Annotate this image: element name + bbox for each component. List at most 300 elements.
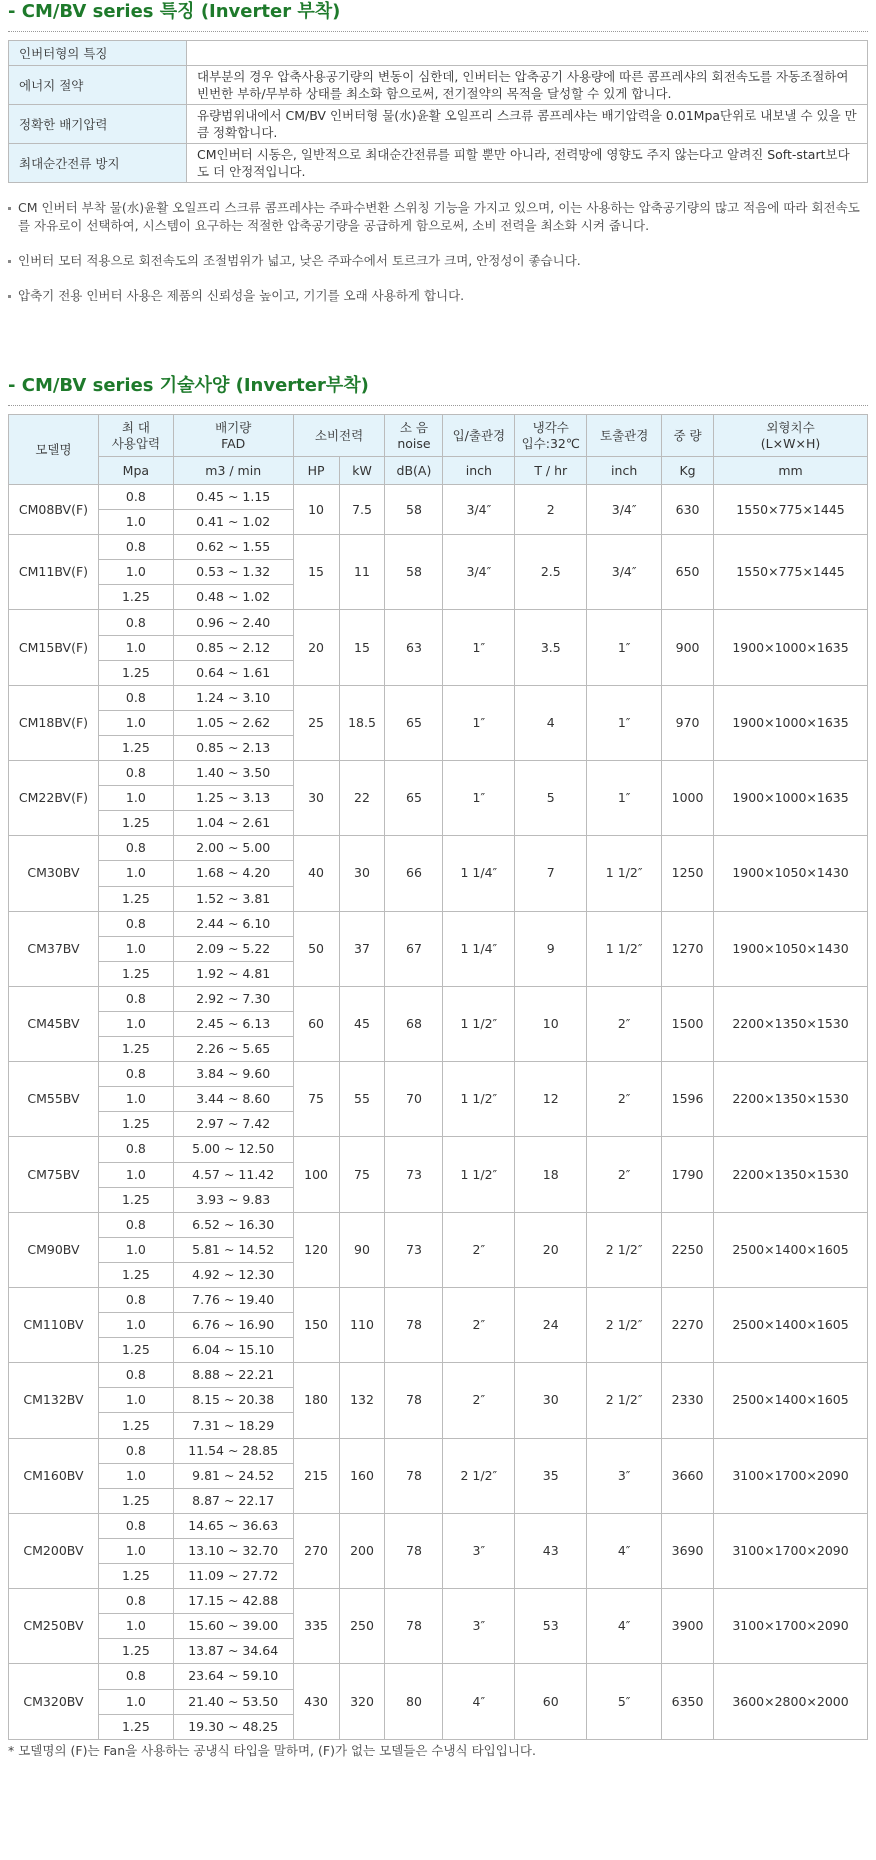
- cell-pressure: 1.0: [98, 1614, 173, 1639]
- cell-pressure: 1.25: [98, 1112, 173, 1137]
- cell-dims: 2500×1400×1605: [714, 1212, 868, 1287]
- cell-pressure: 0.8: [98, 836, 173, 861]
- cell-pressure: 0.8: [98, 1589, 173, 1614]
- cell-pressure: 1.25: [98, 585, 173, 610]
- cell-fad: 6.52 ~ 16.30: [173, 1212, 293, 1237]
- cell-pressure: 1.0: [98, 1538, 173, 1563]
- cell-cooling: 20: [515, 1212, 587, 1287]
- cell-pressure: 1.0: [98, 1087, 173, 1112]
- cell-fad: 0.85 ~ 2.12: [173, 635, 293, 660]
- cell-weight: 3900: [662, 1589, 714, 1664]
- cell-hp: 15: [293, 535, 339, 610]
- cell-cooling: 60: [515, 1664, 587, 1739]
- cell-fad: 21.40 ~ 53.50: [173, 1689, 293, 1714]
- cell-noise: 78: [385, 1438, 443, 1513]
- cell-discharge: 4″: [587, 1589, 662, 1664]
- cell-pressure: 0.8: [98, 1363, 173, 1388]
- cell-kw: 90: [339, 1212, 385, 1287]
- cell-pressure: 1.0: [98, 710, 173, 735]
- cell-pressure: 1.0: [98, 1463, 173, 1488]
- cell-discharge: 1 1/2″: [587, 911, 662, 986]
- header-dims: 외형치수 (L×W×H): [714, 415, 868, 457]
- cell-fad: 7.76 ~ 19.40: [173, 1288, 293, 1313]
- note-text: CM 인버터 부착 물(水)윤활 오일프리 스크류 콤프레샤는 주파수변환 스위칭 기능을 가지고 있으며, 이는 사용하는 압축공기량의 많고 적음에 따라 회전속도를 자유로이 선택하여, 시스템이 요구하는 적절한 압축공기량을 공급하게 함으로써, 소비 전력을 최소화 시켜 줍니다.: [18, 200, 860, 233]
- unit-pressure: Mpa: [98, 457, 173, 485]
- cell-noise: 73: [385, 1137, 443, 1212]
- cell-fad: 3.84 ~ 9.60: [173, 1062, 293, 1087]
- cell-fad: 0.96 ~ 2.40: [173, 610, 293, 635]
- header-fad: 배기량 FAD: [173, 415, 293, 457]
- cell-kw: 250: [339, 1589, 385, 1664]
- cell-pipe: 2″: [443, 1288, 515, 1363]
- cell-fad: 0.62 ~ 1.55: [173, 535, 293, 560]
- cell-dims: 1550×775×1445: [714, 535, 868, 610]
- cell-fad: 2.45 ~ 6.13: [173, 1011, 293, 1036]
- cell-fad: 4.57 ~ 11.42: [173, 1162, 293, 1187]
- cell-noise: 73: [385, 1212, 443, 1287]
- cell-pipe: 1 1/4″: [443, 836, 515, 911]
- cell-hp: 335: [293, 1589, 339, 1664]
- cell-discharge: 2″: [587, 986, 662, 1061]
- cell-fad: 3.93 ~ 9.83: [173, 1187, 293, 1212]
- cell-fad: 8.87 ~ 22.17: [173, 1488, 293, 1513]
- cell-fad: 11.54 ~ 28.85: [173, 1438, 293, 1463]
- cell-pressure: 0.8: [98, 1664, 173, 1689]
- table-row: [9, 1288, 868, 1313]
- cell-dims: 1900×1000×1635: [714, 685, 868, 760]
- cell-model: CM18BV(F): [9, 685, 99, 760]
- cell-cooling: 2: [515, 485, 587, 535]
- cell-cooling: 9: [515, 911, 587, 986]
- cell-weight: 1596: [662, 1062, 714, 1137]
- cell-fad: 0.85 ~ 2.13: [173, 735, 293, 760]
- cell-noise: 65: [385, 761, 443, 836]
- cell-fad: 7.31 ~ 18.29: [173, 1413, 293, 1438]
- cell-fad: 8.15 ~ 20.38: [173, 1388, 293, 1413]
- feature-value: CM인버터 시동은, 일반적으로 최대순간전류를 피할 뿐만 아니라, 전력망에 영향도 주지 않는다고 알려진 Soft-start보다도 더 안정적입니다.: [187, 144, 868, 183]
- unit-kw: kW: [339, 457, 385, 485]
- cell-model: CM11BV(F): [9, 535, 99, 610]
- cell-discharge: 5″: [587, 1664, 662, 1739]
- cell-cooling: 35: [515, 1438, 587, 1513]
- cell-weight: 1500: [662, 986, 714, 1061]
- cell-weight: 2330: [662, 1363, 714, 1438]
- table-row: [9, 836, 868, 861]
- cell-pressure: 1.0: [98, 861, 173, 886]
- cell-discharge: 2 1/2″: [587, 1363, 662, 1438]
- spec-footnote: * 모델명의 (F)는 Fan을 사용하는 공냉식 타입을 말하며, (F)가 없는 모델들은 수냉식 타입입니다.: [8, 1742, 536, 1758]
- cell-dims: 3600×2800×2000: [714, 1664, 868, 1739]
- cell-pressure: 1.25: [98, 811, 173, 836]
- cell-fad: 5.00 ~ 12.50: [173, 1137, 293, 1162]
- cell-fad: 2.97 ~ 7.42: [173, 1112, 293, 1137]
- feature-key: 에너지 절약: [9, 66, 187, 105]
- cell-hp: 50: [293, 911, 339, 986]
- feature-row: [9, 41, 868, 66]
- cell-hp: 30: [293, 761, 339, 836]
- cell-model: CM15BV(F): [9, 610, 99, 685]
- header-pressure: 최 대 사용압력: [98, 415, 173, 457]
- cell-fad: 4.92 ~ 12.30: [173, 1262, 293, 1287]
- cell-fad: 2.09 ~ 5.22: [173, 936, 293, 961]
- cell-hp: 20: [293, 610, 339, 685]
- cell-weight: 2270: [662, 1288, 714, 1363]
- cell-dims: 1900×1050×1430: [714, 836, 868, 911]
- cell-hp: 100: [293, 1137, 339, 1212]
- cell-noise: 65: [385, 685, 443, 760]
- cell-model: CM45BV: [9, 986, 99, 1061]
- cell-discharge: 2″: [587, 1062, 662, 1137]
- cell-cooling: 10: [515, 986, 587, 1061]
- cell-fad: 14.65 ~ 36.63: [173, 1513, 293, 1538]
- cell-hp: 75: [293, 1062, 339, 1137]
- cell-weight: 650: [662, 535, 714, 610]
- table-row: [9, 485, 868, 510]
- cell-weight: 1790: [662, 1137, 714, 1212]
- cell-pipe: 1 1/2″: [443, 1137, 515, 1212]
- dotted-divider: [8, 405, 868, 406]
- cell-noise: 70: [385, 1062, 443, 1137]
- cell-fad: 8.88 ~ 22.21: [173, 1363, 293, 1388]
- cell-model: CM37BV: [9, 911, 99, 986]
- cell-pressure: 0.8: [98, 986, 173, 1011]
- table-row: [9, 610, 868, 635]
- table-row: [9, 1363, 868, 1388]
- cell-pipe: 2″: [443, 1363, 515, 1438]
- cell-cooling: 43: [515, 1513, 587, 1588]
- cell-pipe: 1″: [443, 761, 515, 836]
- table-row: [9, 535, 868, 560]
- cell-hp: 430: [293, 1664, 339, 1739]
- cell-discharge: 3/4″: [587, 535, 662, 610]
- cell-dims: 2200×1350×1530: [714, 986, 868, 1061]
- table-row: [9, 1062, 868, 1087]
- feature-value: 유량범위내에서 CM/BV 인버터형 물(水)윤활 오일프리 스크류 콤프레샤는 배기압력을 0.01Mpa단위로 내보낼 수 있을 만큼 정확합니다.: [187, 105, 868, 144]
- table-row: [9, 911, 868, 936]
- cell-kw: 55: [339, 1062, 385, 1137]
- cell-noise: 78: [385, 1288, 443, 1363]
- header-power: 소비전력: [293, 415, 385, 457]
- cell-kw: 7.5: [339, 485, 385, 535]
- cell-fad: 0.53 ~ 1.32: [173, 560, 293, 585]
- cell-fad: 15.60 ~ 39.00: [173, 1614, 293, 1639]
- cell-pressure: 1.25: [98, 1262, 173, 1287]
- cell-dims: 2200×1350×1530: [714, 1062, 868, 1137]
- cell-kw: 160: [339, 1438, 385, 1513]
- note-item: [8, 252, 868, 270]
- cell-pressure: 0.8: [98, 1513, 173, 1538]
- cell-weight: 1270: [662, 911, 714, 986]
- cell-model: CM30BV: [9, 836, 99, 911]
- bullet-icon: [8, 207, 11, 210]
- cell-cooling: 4: [515, 685, 587, 760]
- features-section-title: - CM/BV series 특징 (Inverter 부착): [8, 1, 341, 22]
- spec-section-title: - CM/BV series 기술사양 (Inverter부착): [8, 375, 369, 396]
- cell-fad: 1.25 ~ 3.13: [173, 786, 293, 811]
- cell-noise: 78: [385, 1513, 443, 1588]
- cell-dims: 1900×1050×1430: [714, 911, 868, 986]
- cell-pipe: 2 1/2″: [443, 1438, 515, 1513]
- cell-pipe: 4″: [443, 1664, 515, 1739]
- unit-dims: mm: [714, 457, 868, 485]
- cell-model: CM160BV: [9, 1438, 99, 1513]
- cell-kw: 75: [339, 1137, 385, 1212]
- bullet-icon: [8, 295, 11, 298]
- cell-cooling: 30: [515, 1363, 587, 1438]
- cell-pressure: 1.0: [98, 1313, 173, 1338]
- cell-cooling: 2.5: [515, 535, 587, 610]
- header-model: 모델명: [9, 415, 99, 485]
- dotted-divider: [8, 31, 868, 32]
- feature-notes: [8, 199, 868, 305]
- cell-model: CM200BV: [9, 1513, 99, 1588]
- cell-kw: 30: [339, 836, 385, 911]
- cell-model: CM75BV: [9, 1137, 99, 1212]
- cell-pressure: 0.8: [98, 685, 173, 710]
- cell-fad: 17.15 ~ 42.88: [173, 1589, 293, 1614]
- cell-weight: 2250: [662, 1212, 714, 1287]
- cell-fad: 1.24 ~ 3.10: [173, 685, 293, 710]
- cell-discharge: 1″: [587, 761, 662, 836]
- cell-weight: 6350: [662, 1664, 714, 1739]
- cell-dims: 3100×1700×2090: [714, 1438, 868, 1513]
- feature-key: 정확한 배기압력: [9, 105, 187, 144]
- cell-fad: 0.48 ~ 1.02: [173, 585, 293, 610]
- table-row: [9, 1664, 868, 1689]
- cell-kw: 37: [339, 911, 385, 986]
- cell-weight: 630: [662, 485, 714, 535]
- cell-pressure: 1.0: [98, 1162, 173, 1187]
- cell-dims: 1550×775×1445: [714, 485, 868, 535]
- cell-noise: 67: [385, 911, 443, 986]
- feature-row: [9, 66, 868, 105]
- cell-pressure: 0.8: [98, 1288, 173, 1313]
- cell-pressure: 1.0: [98, 1237, 173, 1262]
- cell-pressure: 1.0: [98, 635, 173, 660]
- unit-hp: HP: [293, 457, 339, 485]
- cell-hp: 215: [293, 1438, 339, 1513]
- cell-pressure: 1.0: [98, 510, 173, 535]
- spec-header-row: [9, 415, 868, 457]
- cell-pressure: 0.8: [98, 761, 173, 786]
- note-text: 압축기 전용 인버터 사용은 제품의 신뢰성을 높이고, 기기를 오래 사용하게 합니다.: [18, 288, 465, 303]
- cell-discharge: 2 1/2″: [587, 1288, 662, 1363]
- cell-discharge: 1″: [587, 610, 662, 685]
- cell-pressure: 1.0: [98, 560, 173, 585]
- spec-unit-row: [9, 457, 868, 485]
- cell-fad: 13.10 ~ 32.70: [173, 1538, 293, 1563]
- table-row: [9, 1137, 868, 1162]
- cell-pressure: 1.0: [98, 1388, 173, 1413]
- cell-pipe: 1″: [443, 685, 515, 760]
- cell-discharge: 3/4″: [587, 485, 662, 535]
- cell-pressure: 0.8: [98, 1062, 173, 1087]
- table-row: [9, 1589, 868, 1614]
- cell-fad: 2.44 ~ 6.10: [173, 911, 293, 936]
- cell-fad: 3.44 ~ 8.60: [173, 1087, 293, 1112]
- cell-pressure: 0.8: [98, 610, 173, 635]
- cell-pressure: 0.8: [98, 1212, 173, 1237]
- cell-weight: 970: [662, 685, 714, 760]
- cell-discharge: 2 1/2″: [587, 1212, 662, 1287]
- cell-pressure: 1.0: [98, 1689, 173, 1714]
- cell-pipe: 3″: [443, 1513, 515, 1588]
- cell-hp: 25: [293, 685, 339, 760]
- cell-noise: 80: [385, 1664, 443, 1739]
- cell-pressure: 1.25: [98, 1187, 173, 1212]
- cell-hp: 270: [293, 1513, 339, 1588]
- feature-value: [187, 41, 868, 66]
- header-discharge: 토출관경: [587, 415, 662, 457]
- cell-cooling: 18: [515, 1137, 587, 1212]
- cell-pressure: 1.25: [98, 961, 173, 986]
- cell-kw: 11: [339, 535, 385, 610]
- cell-pressure: 1.0: [98, 786, 173, 811]
- cell-fad: 1.05 ~ 2.62: [173, 710, 293, 735]
- cell-dims: 2500×1400×1605: [714, 1363, 868, 1438]
- cell-dims: 3100×1700×2090: [714, 1589, 868, 1664]
- cell-kw: 132: [339, 1363, 385, 1438]
- cell-model: CM22BV(F): [9, 761, 99, 836]
- cell-cooling: 3.5: [515, 610, 587, 685]
- cell-hp: 150: [293, 1288, 339, 1363]
- feature-key: 인버터형의 특징: [9, 41, 187, 66]
- cell-hp: 120: [293, 1212, 339, 1287]
- cell-fad: 2.26 ~ 5.65: [173, 1037, 293, 1062]
- cell-fad: 6.76 ~ 16.90: [173, 1313, 293, 1338]
- cell-kw: 110: [339, 1288, 385, 1363]
- table-row: [9, 685, 868, 710]
- cell-pressure: 1.25: [98, 735, 173, 760]
- cell-fad: 5.81 ~ 14.52: [173, 1237, 293, 1262]
- cell-pressure: 1.25: [98, 1037, 173, 1062]
- cell-noise: 78: [385, 1363, 443, 1438]
- cell-model: CM132BV: [9, 1363, 99, 1438]
- cell-weight: 1250: [662, 836, 714, 911]
- cell-model: CM55BV: [9, 1062, 99, 1137]
- cell-discharge: 3″: [587, 1438, 662, 1513]
- cell-weight: 900: [662, 610, 714, 685]
- feature-value: 대부분의 경우 압축사용공기량의 변동이 심한데, 인버터는 압축공기 사용량에 따른 콤프레샤의 회전속도를 자동조절하여 빈번한 부하/무부하 상태를 최소화 함으로써, 전기절약의 목적을 달성할 수 있게 합니다.: [187, 66, 868, 105]
- cell-cooling: 53: [515, 1589, 587, 1664]
- cell-pressure: 1.25: [98, 660, 173, 685]
- cell-cooling: 12: [515, 1062, 587, 1137]
- cell-kw: 18.5: [339, 685, 385, 760]
- cell-pressure: 1.0: [98, 1011, 173, 1036]
- table-row: [9, 1438, 868, 1463]
- cell-pressure: 1.25: [98, 1714, 173, 1739]
- cell-fad: 0.64 ~ 1.61: [173, 660, 293, 685]
- cell-dims: 2200×1350×1530: [714, 1137, 868, 1212]
- unit-weight: Kg: [662, 457, 714, 485]
- table-row: [9, 986, 868, 1011]
- cell-noise: 66: [385, 836, 443, 911]
- cell-hp: 40: [293, 836, 339, 911]
- header-pipe: 입/출관경: [443, 415, 515, 457]
- cell-fad: 1.40 ~ 3.50: [173, 761, 293, 786]
- cell-fad: 2.92 ~ 7.30: [173, 986, 293, 1011]
- cell-pipe: 3/4″: [443, 485, 515, 535]
- cell-noise: 58: [385, 535, 443, 610]
- cell-fad: 19.30 ~ 48.25: [173, 1714, 293, 1739]
- cell-fad: 23.64 ~ 59.10: [173, 1664, 293, 1689]
- unit-pipe: inch: [443, 457, 515, 485]
- cell-hp: 10: [293, 485, 339, 535]
- cell-dims: 1900×1000×1635: [714, 610, 868, 685]
- cell-kw: 15: [339, 610, 385, 685]
- unit-fad: m3 / min: [173, 457, 293, 485]
- cell-cooling: 7: [515, 836, 587, 911]
- cell-fad: 1.04 ~ 2.61: [173, 811, 293, 836]
- cell-pipe: 1″: [443, 610, 515, 685]
- cell-discharge: 1″: [587, 685, 662, 760]
- cell-fad: 0.41 ~ 1.02: [173, 510, 293, 535]
- cell-dims: 3100×1700×2090: [714, 1513, 868, 1588]
- cell-fad: 6.04 ~ 15.10: [173, 1338, 293, 1363]
- cell-model: CM250BV: [9, 1589, 99, 1664]
- cell-pressure: 0.8: [98, 535, 173, 560]
- cell-pressure: 1.25: [98, 1488, 173, 1513]
- cell-weight: 3660: [662, 1438, 714, 1513]
- cell-fad: 1.92 ~ 4.81: [173, 961, 293, 986]
- spec-table: [8, 414, 868, 1740]
- table-row: [9, 761, 868, 786]
- unit-discharge: inch: [587, 457, 662, 485]
- cell-pipe: 3″: [443, 1589, 515, 1664]
- cell-pressure: 1.25: [98, 1639, 173, 1664]
- cell-fad: 1.68 ~ 4.20: [173, 861, 293, 886]
- note-item: [8, 287, 868, 305]
- cell-pipe: 3/4″: [443, 535, 515, 610]
- cell-fad: 9.81 ~ 24.52: [173, 1463, 293, 1488]
- cell-pressure: 0.8: [98, 1438, 173, 1463]
- table-row: [9, 1513, 868, 1538]
- cell-kw: 22: [339, 761, 385, 836]
- cell-pressure: 0.8: [98, 485, 173, 510]
- cell-discharge: 4″: [587, 1513, 662, 1588]
- cell-kw: 200: [339, 1513, 385, 1588]
- cell-weight: 1000: [662, 761, 714, 836]
- header-noise: 소 음 noise: [385, 415, 443, 457]
- cell-pressure: 1.25: [98, 1338, 173, 1363]
- features-table: [8, 40, 868, 183]
- header-weight: 중 량: [662, 415, 714, 457]
- cell-pressure: 1.25: [98, 1413, 173, 1438]
- feature-row: [9, 144, 868, 183]
- feature-row: [9, 105, 868, 144]
- cell-model: CM320BV: [9, 1664, 99, 1739]
- cell-pressure: 0.8: [98, 1137, 173, 1162]
- cell-kw: 320: [339, 1664, 385, 1739]
- cell-fad: 2.00 ~ 5.00: [173, 836, 293, 861]
- cell-noise: 58: [385, 485, 443, 535]
- cell-fad: 1.52 ~ 3.81: [173, 886, 293, 911]
- cell-noise: 63: [385, 610, 443, 685]
- cell-model: CM90BV: [9, 1212, 99, 1287]
- cell-noise: 68: [385, 986, 443, 1061]
- table-row: [9, 1212, 868, 1237]
- cell-dims: 1900×1000×1635: [714, 761, 868, 836]
- bullet-icon: [8, 260, 11, 263]
- cell-cooling: 5: [515, 761, 587, 836]
- cell-pressure: 0.8: [98, 911, 173, 936]
- unit-noise: dB(A): [385, 457, 443, 485]
- cell-fad: 0.45 ~ 1.15: [173, 485, 293, 510]
- cell-dims: 2500×1400×1605: [714, 1288, 868, 1363]
- cell-fad: 11.09 ~ 27.72: [173, 1564, 293, 1589]
- cell-cooling: 24: [515, 1288, 587, 1363]
- cell-noise: 78: [385, 1589, 443, 1664]
